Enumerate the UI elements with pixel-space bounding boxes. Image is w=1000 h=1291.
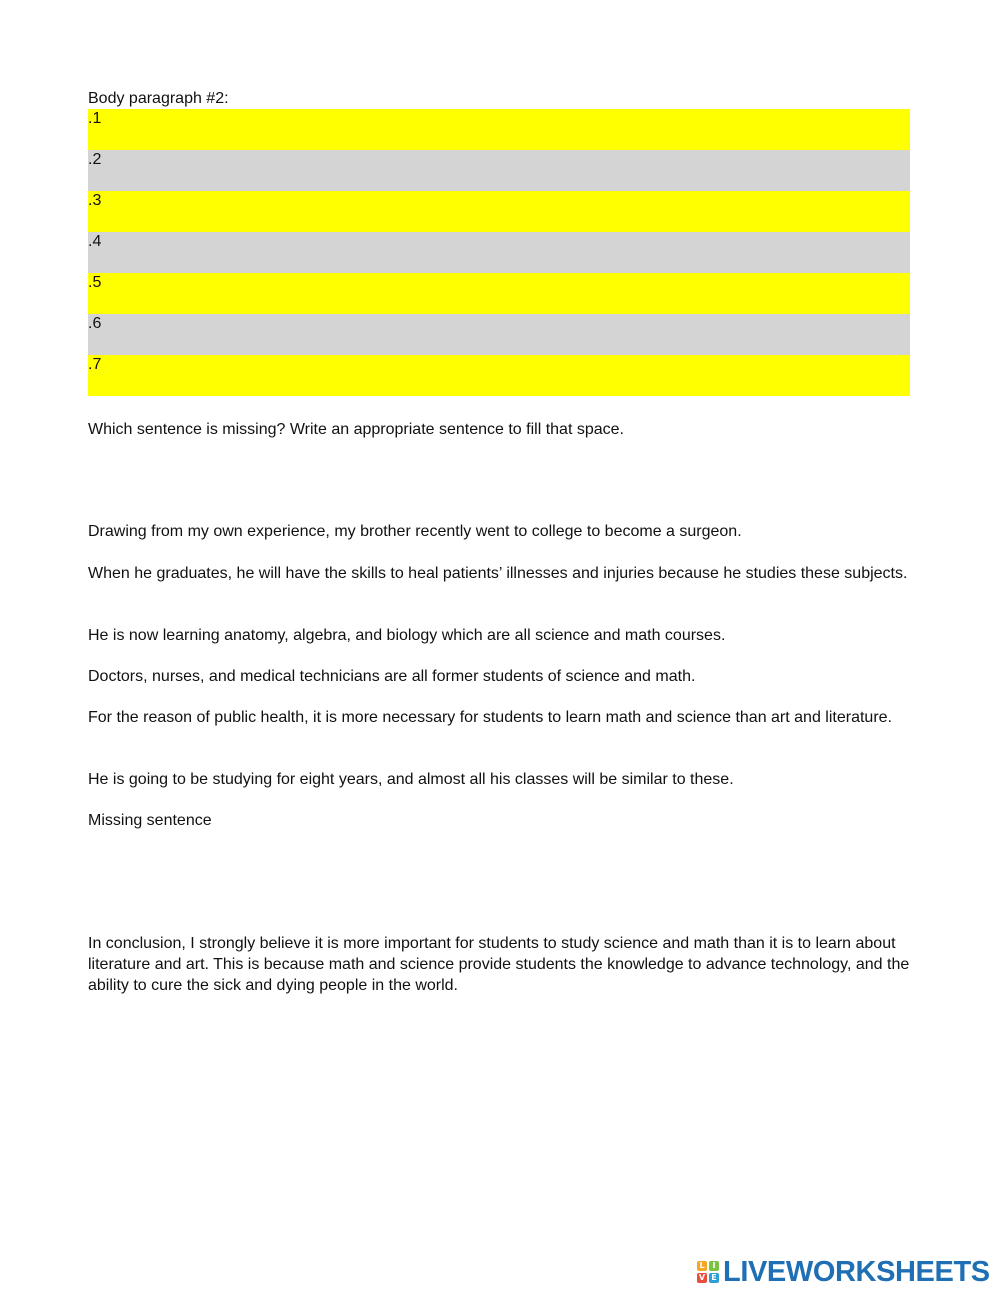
answer-row-5[interactable]: .5 [88,273,910,314]
answer-row-3[interactable]: .3 [88,191,910,232]
logo-block-i: I [709,1261,719,1271]
answer-row-7[interactable]: .7 [88,355,910,396]
logo-blocks-icon [697,1261,719,1283]
sentence-2: When he graduates, he will have the skills to heal patients’ illnesses and injuries because he studies these subjects. [88,565,908,582]
question-text: Which sentence is missing? Write an appropriate sentence to fill that space. [88,421,624,438]
liveworksheets-logo [697,1258,990,1286]
missing-sentence-label: Missing sentence [88,812,212,829]
answer-row-1[interactable]: .1 [88,109,910,150]
answer-row-4[interactable]: .4 [88,232,910,273]
sentence-6: He is going to be studying for eight years, and almost all his classes will be similar to these. [88,771,734,788]
section-heading: Body paragraph #2: [88,90,229,107]
sentence-5: For the reason of public health, it is more necessary for students to learn math and science than art and literature. [88,709,892,726]
logo-block-e: E [709,1273,719,1283]
sentence-3: He is now learning anatomy, algebra, and biology which are all science and math courses. [88,627,726,644]
answer-row-6[interactable]: .6 [88,314,910,355]
sentence-4: Doctors, nurses, and medical technicians are all former students of science and math. [88,668,696,685]
answer-table [88,109,910,396]
logo-text: LIVEWORKSHEETS [723,1256,990,1288]
answer-row-2[interactable]: .2 [88,150,910,191]
conclusion-paragraph: In conclusion, I strongly believe it is more important for students to study science and math than it is to learn about literature and art. This is because math and science provide students the knowledge to advance technology, and the ability to cure the sick and dying people in the world. [88,935,910,994]
sentence-1: Drawing from my own experience, my brother recently went to college to become a surgeon. [88,523,742,540]
logo-block-l: L [697,1261,707,1271]
logo-block-v: V [698,1273,706,1282]
